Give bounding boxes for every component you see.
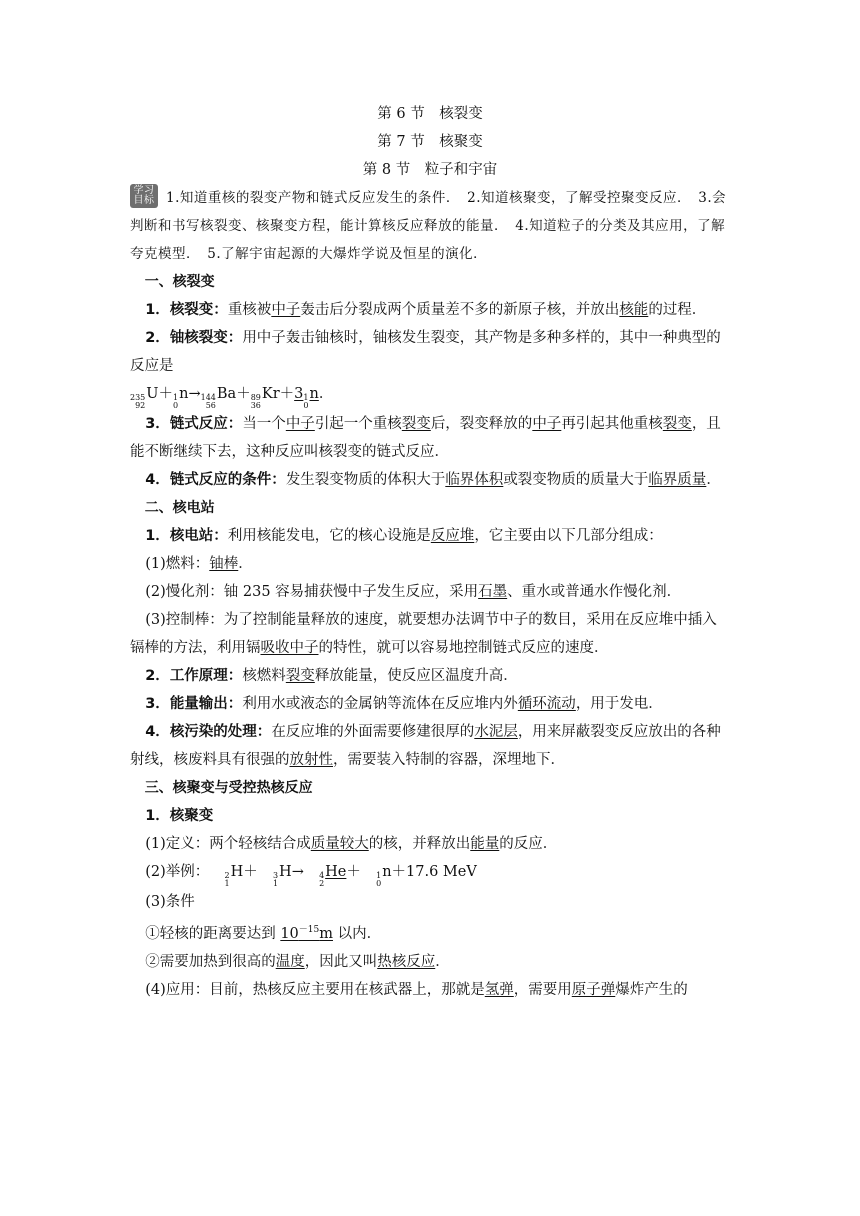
para-power-plant: 1．核电站：利用核能发电，它的核心设施是反应堆，它主要由以下几部分组成： — [145, 528, 663, 544]
para-energy-output: 3．能量输出：利用水或液态的金属钠等流体在反应堆内外循环流动，用于发电． — [145, 696, 663, 712]
heading-power-plant: 二、核电站 — [144, 500, 215, 516]
heading-fission: 一、核裂变 — [144, 274, 215, 290]
item-control-rod: (3)控制棒：为了控制能量释放的速度，就要想办法调节中子的数目，采用在反应堆中插入镉棒的方法，利用镉吸收中子的特性，就可以容易地控制链式反应的速度． — [130, 612, 717, 656]
fusion-example: (2)举例： 2 1 H＋ 3 1 H→ 4 2 He＋ 1 0 n＋17.6 MeV — [145, 864, 477, 888]
section-title-7: 第 7 节 核聚变 — [377, 134, 483, 150]
condition-distance: ①轻核的距离要达到 $10^{-15}m$ 以内． — [145, 925, 382, 942]
item-moderator: (2)慢化剂：铀 235 容易捕获慢中子发生反应，采用石墨、重水或普通水作慢化剂． — [145, 584, 682, 600]
item-fuel: (1)燃料：铀棒． — [145, 556, 253, 572]
para-working-principle: 2．工作原理：核燃料裂变释放能量，使反应区温度升高． — [145, 668, 518, 684]
para-uranium-fission: 2．铀核裂变：用中子轰击铀核时，铀核发生裂变，其产物是多种多样的，其中一种典型的反应是 — [130, 330, 721, 374]
section-title-8: 第 8 节 粒子和宇宙 — [362, 162, 498, 178]
section-title-6: 第 6 节 核裂变 — [377, 106, 483, 122]
subheading-fusion: 1．核聚变 — [145, 808, 214, 824]
fission-equation: 235 92 U＋ 1 0 n→ 144 56 Ba＋ 89 36 Kr＋3 1 0 n． — [130, 386, 334, 410]
para-fission-def: 1．核裂变：重核被中子轰击后分裂成两个质量差不多的新原子核，并放出核能的过程． — [145, 302, 707, 318]
learning-goals-badge: 学习 目标 — [130, 184, 158, 208]
fusion-application: (4)应用：目前，热核反应主要用在核武器上，那就是氢弹，需要用原子弹爆炸产生的 — [145, 981, 688, 998]
section-titles — [130, 100, 730, 184]
learning-goals — [130, 184, 730, 268]
para-chain-condition: 4．链式反应的条件：发生裂变物质的体积大于临界体积或裂变物质的质量大于临界质量． — [145, 472, 721, 488]
condition-temperature: ②需要加热到很高的温度，因此又叫热核反应． — [145, 953, 450, 970]
document-page — [130, 100, 730, 1004]
heading-fusion: 三、核聚变与受控热核反应 — [144, 780, 313, 796]
fusion-conditions: (3)条件 — [145, 894, 195, 910]
learning-goals-text: 1.知道重核的裂变产物和链式反应发生的条件． 2.知道核聚变，了解受控聚变反应． 3.会判断和书写核裂变、核聚变方程，能计算核反应释放的能量． 4.知道粒子的分类及其应用，了解夸克模型． 5.了解宇宙起源的大爆炸学说及恒星的演化． — [130, 190, 727, 262]
fusion-definition: (1)定义：两个轻核结合成质量较大的核，并释放出能量的反应． — [145, 836, 558, 852]
para-chain-reaction: 3．链式反应：当一个中子引起一个重核裂变后，裂变释放的中子再引起其他重核裂变，且能不断继续下去，这种反应叫核裂变的链式反应． — [130, 416, 721, 460]
para-pollution: 4．核污染的处理：在反应堆的外面需要修建很厚的水泥层，用来屏蔽裂变反应放出的各种射线，核废料具有很强的放射性，需要装入特制的容器，深埋地下． — [130, 724, 721, 768]
